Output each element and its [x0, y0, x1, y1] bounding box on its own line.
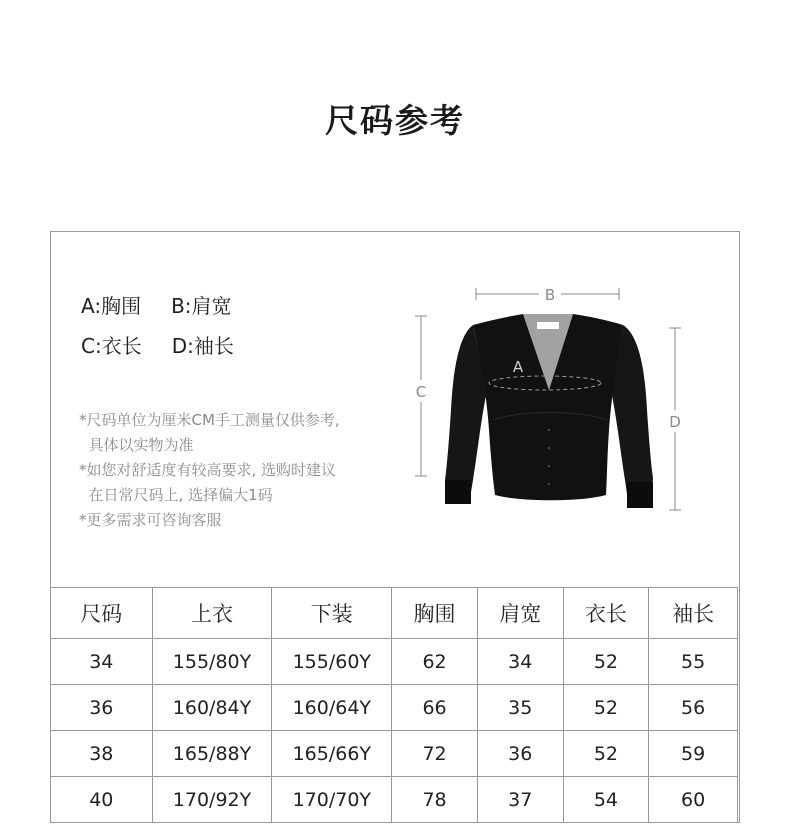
label-b: B: [544, 286, 556, 304]
table-cell: 62: [392, 639, 478, 685]
table-cell: 52: [563, 731, 649, 777]
table-cell: 155/80Y: [152, 639, 272, 685]
table-cell: 54: [563, 777, 649, 823]
note-line: 在日常尺码上, 选择偏大1码: [79, 486, 273, 504]
note-line: *如您对舒适度有较高要求, 选购时建议: [79, 461, 337, 479]
table-cell: 170/92Y: [152, 777, 272, 823]
table-cell: 34: [477, 639, 563, 685]
table-cell: 36: [51, 685, 153, 731]
table-cell: 165/88Y: [152, 731, 272, 777]
table-cell: 37: [477, 777, 563, 823]
table-row: [51, 639, 738, 685]
table-cell: 165/66Y: [272, 731, 392, 777]
legend-item-chest: A:胸围: [81, 294, 142, 318]
col-header-shoulder: 肩宽: [477, 588, 563, 639]
page-title: 尺码参考: [325, 101, 465, 140]
table-cell: 52: [563, 685, 649, 731]
table-cell: 78: [392, 777, 478, 823]
table-cell: 52: [563, 639, 649, 685]
note-line: *尺码单位为厘米CM手工测量仅供参考,: [79, 411, 340, 429]
table-cell: 72: [392, 731, 478, 777]
table-cell: 155/60Y: [272, 639, 392, 685]
col-header-length: 衣长: [563, 588, 649, 639]
measurement-notes: [79, 408, 340, 533]
table-cell: 59: [649, 731, 738, 777]
table-cell: 56: [649, 685, 738, 731]
legend-item-length: C:衣长: [81, 334, 142, 358]
table-cell: 35: [477, 685, 563, 731]
table-header-row: [51, 588, 738, 639]
col-header-sleeve: 袖长: [649, 588, 738, 639]
blouse-illustration: [445, 314, 653, 508]
size-guide-panel: [50, 231, 740, 823]
label-a: A: [512, 358, 524, 376]
legend-row: [81, 330, 234, 359]
garment-diagram: [411, 280, 691, 520]
legend-row: [81, 290, 232, 319]
table-cell: 55: [649, 639, 738, 685]
table-cell: 160/84Y: [152, 685, 272, 731]
table-cell: 66: [392, 685, 478, 731]
col-header-bottom: 下装: [272, 588, 392, 639]
table-cell: 40: [51, 777, 153, 823]
col-header-size: 尺码: [51, 588, 153, 639]
table-row: [51, 685, 738, 731]
label-c: C: [415, 383, 427, 401]
col-header-chest: 胸围: [392, 588, 478, 639]
table-cell: 38: [51, 731, 153, 777]
table-cell: 160/64Y: [272, 685, 392, 731]
col-header-top: 上衣: [152, 588, 272, 639]
size-table: [50, 587, 738, 823]
table-cell: 170/70Y: [272, 777, 392, 823]
note-line: 具体以实物为准: [79, 436, 194, 454]
legend-item-sleeve: D:袖长: [171, 334, 234, 358]
table-cell: 60: [649, 777, 738, 823]
label-d: D: [669, 413, 681, 431]
table-row: [51, 731, 738, 777]
note-line: *更多需求可咨询客服: [79, 511, 222, 529]
table-cell: 34: [51, 639, 153, 685]
table-row: [51, 777, 738, 823]
legend-item-shoulder: B:肩宽: [171, 294, 232, 318]
table-cell: 36: [477, 731, 563, 777]
